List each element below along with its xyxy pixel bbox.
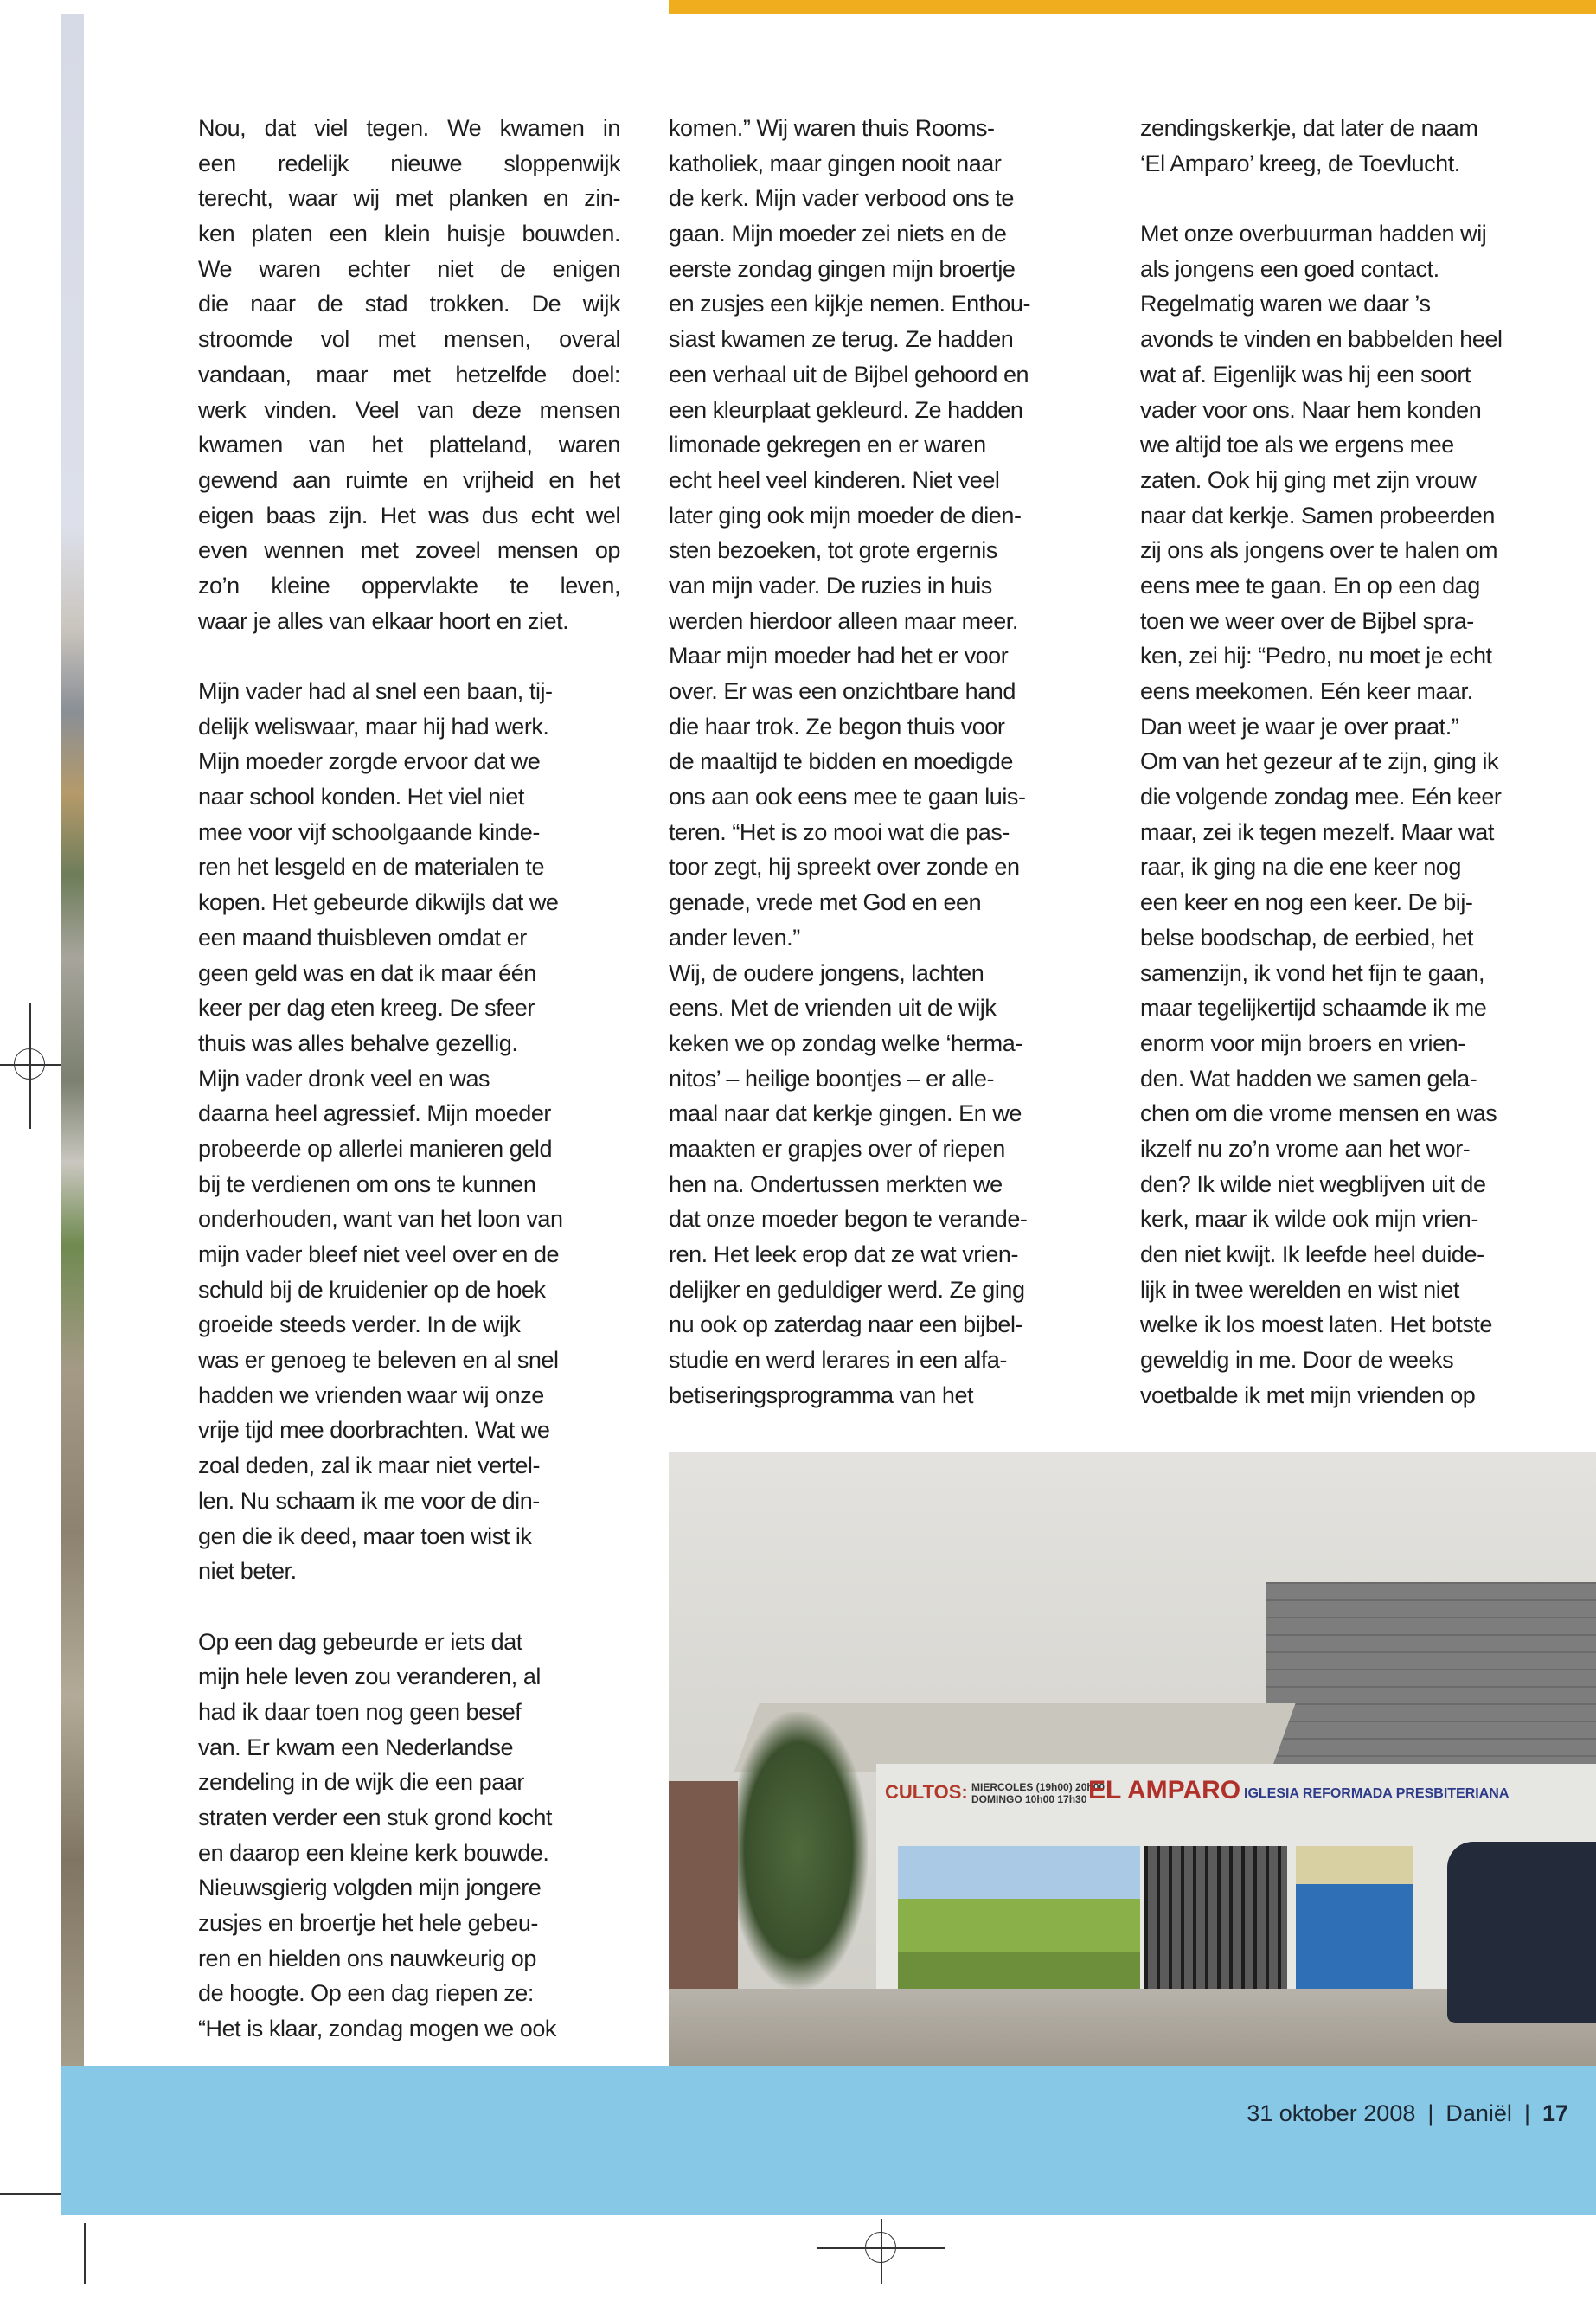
article-column-1: [198, 111, 620, 2047]
text-line: Om van het gezeur af te zijn, ging ik: [1140, 748, 1499, 775]
text-line: Mijn vader had al snel een baan, tij-: [198, 678, 553, 704]
text-line: Regelmatig waren we daar ’s: [1140, 291, 1431, 317]
house: [669, 1781, 738, 1989]
paragraph-gap: [198, 638, 620, 674]
footer-band: [61, 2066, 1596, 2215]
registration-mark-icon: [865, 2232, 896, 2263]
text-line: enorm voor mijn broers en vrien-: [1140, 1029, 1465, 1056]
text-line: een redelijk nieuwe sloppenwijk: [198, 150, 620, 176]
text-line: eens mee te gaan. En op een dag: [1140, 572, 1480, 599]
text-line: betiseringsprogramma van het: [669, 1381, 974, 1408]
text-line: over. Er was een onzichtbare hand: [669, 678, 1016, 704]
text-line: eens. Met de vrienden uit de wijk: [669, 995, 997, 1022]
text-line: keken we op zondag welke ‘herma-: [669, 1029, 1022, 1056]
sign-iglesia: IGLESIA REFORMADA PRESBITERIANA: [1244, 1786, 1509, 1801]
text-line: ons aan ook eens mee te gaan luis-: [669, 784, 1026, 811]
text-line: zaten. Ook hij ging met zijn vrouw: [1140, 466, 1477, 493]
sign-cultos: CULTOS:: [885, 1781, 968, 1803]
text-line: van mijn vader. De ruzies in huis: [669, 572, 992, 599]
text-line: naar dat kerkje. Samen probeerden: [1140, 502, 1495, 529]
text-line: ren en hielden ons nauwkeurig op: [198, 1945, 536, 1971]
text-line: Wij, de oudere jongens, lachten: [669, 959, 984, 986]
text-line: zendingskerkje, dat later de naam: [1140, 115, 1478, 141]
text-line: niet beter.: [198, 1558, 297, 1585]
text-line: chen om die vrome mensen en was: [1140, 1100, 1497, 1127]
text-line: geweldig in me. Door de weeks: [1140, 1347, 1454, 1374]
sign-times: [971, 1781, 1105, 1805]
text-line: lijk in twee werelden en wist niet: [1140, 1276, 1459, 1303]
text-line: zendeling in de wijk die een paar: [198, 1769, 524, 1796]
tree: [729, 1712, 868, 1989]
text-line: thuis was alles behalve gezellig.: [198, 1029, 518, 1056]
text-line: een keer en nog een keer. De bij-: [1140, 889, 1473, 916]
text-line: eens meekomen. Eén keer maar.: [1140, 678, 1473, 704]
text-line: maar tegelijkertijd schaamde ik me: [1140, 995, 1487, 1022]
text-line: “Het is klaar, zondag mogen we ook: [198, 2016, 556, 2042]
text-line: samenzijn, ik vond het fijn te gaan,: [1140, 959, 1485, 986]
text-line: die haar trok. Ze begon thuis voor: [669, 713, 1005, 740]
text-line: werden hierdoor alleen maar meer.: [669, 607, 1018, 634]
magazine-name: Daniël: [1445, 2100, 1512, 2126]
text-line: mee voor vijf schoolgaande kinde-: [198, 818, 540, 845]
text-line: vader voor ons. Naar hem konden: [1140, 396, 1482, 423]
text-line: katholiek, maar gingen nooit naar: [669, 150, 1002, 176]
sign-times-2: DOMINGO 10h00 17h30: [971, 1793, 1087, 1805]
text-line: raar, ik ging na die ene keer nog: [1140, 854, 1461, 881]
text-line: terecht, waar wij met planken en zin-: [198, 185, 620, 212]
text-line: ander leven.”: [669, 924, 800, 951]
mural-angels: [1296, 1846, 1413, 1997]
text-line: we altijd toe als we ergens mee: [1140, 432, 1454, 458]
text-line: naar school konden. Het viel niet: [198, 784, 524, 811]
text-line: en daarop een kleine kerk bouwde.: [198, 1839, 549, 1866]
registration-mark-icon: [14, 1048, 45, 1080]
text-line: Nieuwsgierig volgden mijn jongere: [198, 1875, 542, 1901]
text-line: limonade gekregen en er waren: [669, 432, 986, 458]
text-line: toen we weer over de Bijbel spra-: [1140, 607, 1474, 634]
text-line: toor zegt, hij spreekt over zonde en: [669, 854, 1020, 881]
text-line: ren het lesgeld en de materialen te: [198, 854, 545, 881]
text-line: ken platen een klein huisje bouwden.: [198, 221, 620, 247]
text-line: kopen. Het gebeurde dikwijls dat we: [198, 889, 559, 916]
text-line: die volgende zondag mee. Eén keer: [1140, 784, 1502, 811]
text-line: zoal deden, zal ik maar niet vertel-: [198, 1452, 540, 1479]
text-line: vandaan, maar met hetzelfde doel:: [198, 361, 620, 388]
text-line: Op een dag gebeurde er iets dat: [198, 1628, 522, 1655]
text-line: schuld bij de kruidenier op de hoek: [198, 1276, 546, 1303]
text-line: hen na. Ondertussen merkten we: [669, 1170, 1003, 1197]
text-line: even wennen met zoveel mensen op: [198, 537, 620, 564]
church-photo: [669, 1452, 1596, 2066]
text-line: en zusjes een kijkje nemen. Enthou-: [669, 291, 1031, 317]
article-column-2: [669, 111, 1091, 1413]
text-line: komen.” Wij waren thuis Rooms-: [669, 115, 995, 141]
text-line: den niet kwijt. Ik leefde heel duide-: [1140, 1241, 1484, 1267]
text-line: delijker en geduldiger werd. Ze ging: [669, 1276, 1025, 1303]
text-line: kerk, maar ik wilde ook mijn vrien-: [1140, 1206, 1478, 1233]
text-line: stroomde vol met mensen, overal: [198, 326, 620, 353]
text-line: Dan weet je waar je over praat.”: [1140, 713, 1459, 740]
text-line: groeide steeds verder. In de wijk: [198, 1311, 521, 1338]
text-line: was er genoeg te beleven en al snel: [198, 1347, 559, 1374]
text-line: ren. Het leek erop dat ze wat vrien-: [669, 1241, 1019, 1267]
text-line: mijn vader bleef niet veel over en de: [198, 1241, 560, 1267]
article-column-3: [1140, 111, 1562, 1413]
mural-knight: [898, 1846, 1140, 1997]
text-line: den. Wat hadden we samen gela-: [1140, 1065, 1477, 1092]
text-line: avonds te vinden en babbelden heel: [1140, 326, 1503, 353]
text-line: die naar de stad trokken. De wijk: [198, 291, 620, 317]
text-line: Nou, dat viel tegen. We kwamen in: [198, 115, 620, 141]
issue-date: 31 oktober 2008: [1247, 2100, 1416, 2126]
separator: |: [1427, 2100, 1434, 2126]
footer-text: [1247, 2100, 1568, 2127]
text-line: dat onze moeder begon te verande-: [669, 1206, 1028, 1233]
text-line: geen geld was en dat ik maar één: [198, 959, 536, 986]
text-line: genade, vrede met God en een: [669, 889, 982, 916]
crop-mark: [84, 2223, 86, 2284]
text-line: zij ons als jongens over te halen om: [1140, 537, 1498, 564]
crop-mark: [0, 2193, 61, 2195]
text-line: wat af. Eigenlijk was hij een soort: [1140, 361, 1471, 388]
text-line: Mijn vader dronk veel en was: [198, 1065, 490, 1092]
text-line: den? Ik wilde niet wegblijven uit de: [1140, 1170, 1486, 1197]
text-line: sten bezoeken, tot grote ergernis: [669, 537, 997, 564]
accent-bar: [669, 0, 1596, 14]
separator: |: [1523, 2100, 1530, 2126]
text-line: een verhaal uit de Bijbel gehoord en: [669, 361, 1029, 388]
text-line: waar je alles van elkaar hoort en ziet.: [198, 607, 569, 634]
paragraph-gap: [198, 1589, 620, 1625]
text-line: delijk weliswaar, maar hij had werk.: [198, 713, 549, 740]
text-line: eigen baas zijn. Het was dus echt wel: [198, 502, 620, 529]
text-line: maar, zei ik tegen mezelf. Maar wat: [1140, 818, 1494, 845]
text-line: Mijn moeder zorgde ervoor dat we: [198, 748, 541, 775]
text-line: hadden we vrienden waar wij onze: [198, 1381, 544, 1408]
text-line: ken, zei hij: “Pedro, nu moet je echt: [1140, 643, 1492, 670]
text-line: probeerde op allerlei manieren geld: [198, 1135, 553, 1162]
text-line: ‘El Amparo’ kreeg, de Toevlucht.: [1140, 150, 1460, 176]
text-line: had ik daar toen nog geen besef: [198, 1698, 522, 1725]
text-line: vrije tijd mee doorbrachten. Wat we: [198, 1417, 550, 1444]
sign-times-1: MIERCOLES (19h00) 20h00: [971, 1781, 1106, 1793]
text-line: nu ook op zaterdag naar een bijbel-: [669, 1311, 1023, 1338]
text-line: teren. “Het is zo mooi wat die pas-: [669, 818, 1010, 845]
text-line: gaan. Mijn moeder zei niets en de: [669, 221, 1007, 247]
text-line: als jongens een goed contact.: [1140, 255, 1439, 282]
text-line: siast kwamen ze terug. Ze hadden: [669, 326, 1014, 353]
text-line: Maar mijn moeder had het er voor: [669, 643, 1009, 670]
text-line: de hoogte. Op een dag riepen ze:: [198, 1980, 534, 2007]
text-line: belse boodschap, de eerbied, het: [1140, 924, 1473, 951]
iron-gate: [1144, 1846, 1287, 1997]
text-line: de maaltijd te bidden en moedigde: [669, 748, 1013, 775]
sign-el-amparo: EL AMPARO: [1088, 1776, 1241, 1804]
text-line: nitos’ – heilige boontjes – er alle-: [669, 1065, 995, 1092]
text-line: mijn hele leven zou veranderen, al: [198, 1663, 541, 1690]
text-line: zusjes en broertje het hele gebeu-: [198, 1910, 538, 1937]
text-line: ikzelf nu zo’n vrome aan het wor-: [1140, 1135, 1471, 1162]
page-number: 17: [1542, 2100, 1568, 2126]
text-line: welke ik los moest laten. Het botste: [1140, 1311, 1492, 1338]
text-line: de kerk. Mijn vader verbood ons te: [669, 185, 1014, 212]
text-line: len. Nu schaam ik me voor de din-: [198, 1487, 540, 1514]
text-line: zo’n kleine oppervlakte te leven,: [198, 572, 620, 599]
car: [1447, 1842, 1596, 2023]
text-line: later ging ook mijn moeder de dien-: [669, 502, 1022, 529]
text-line: werk vinden. Veel van deze mensen: [198, 396, 620, 423]
text-line: maal naar dat kerkje gingen. En we: [669, 1100, 1022, 1127]
text-line: daarna heel agressief. Mijn moeder: [198, 1100, 551, 1127]
text-line: Met onze overbuurman hadden wij: [1140, 221, 1487, 247]
text-line: We waren echter niet de enigen: [198, 255, 620, 282]
text-line: studie en werd lerares in een alfa-: [669, 1347, 1007, 1374]
text-line: eerste zondag gingen mijn broertje: [669, 255, 1016, 282]
text-line: bij te verdienen om ons te kunnen: [198, 1170, 536, 1197]
text-line: gen die ik deed, maar toen wist ik: [198, 1522, 532, 1549]
text-line: maakten er grapjes over of riepen: [669, 1135, 1005, 1162]
text-line: een kleurplaat gekleurd. Ze hadden: [669, 396, 1023, 423]
text-line: straten verder een stuk grond kocht: [198, 1804, 552, 1830]
side-photo-strip: [61, 14, 84, 2066]
text-line: een maand thuisbleven omdat er: [198, 924, 527, 951]
text-line: onderhouden, want van het loon van: [198, 1206, 563, 1233]
text-line: voetbalde ik met mijn vrienden op: [1140, 1381, 1476, 1408]
text-line: kwamen van het platteland, waren: [198, 432, 620, 458]
text-line: gewend aan ruimte en vrijheid en het: [198, 466, 620, 493]
text-line: echt heel veel kinderen. Niet veel: [669, 466, 1000, 493]
text-line: keer per dag eten kreeg. De sfeer: [198, 995, 535, 1022]
text-line: van. Er kwam een Nederlandse: [198, 1734, 514, 1760]
paragraph-gap: [1140, 181, 1562, 216]
